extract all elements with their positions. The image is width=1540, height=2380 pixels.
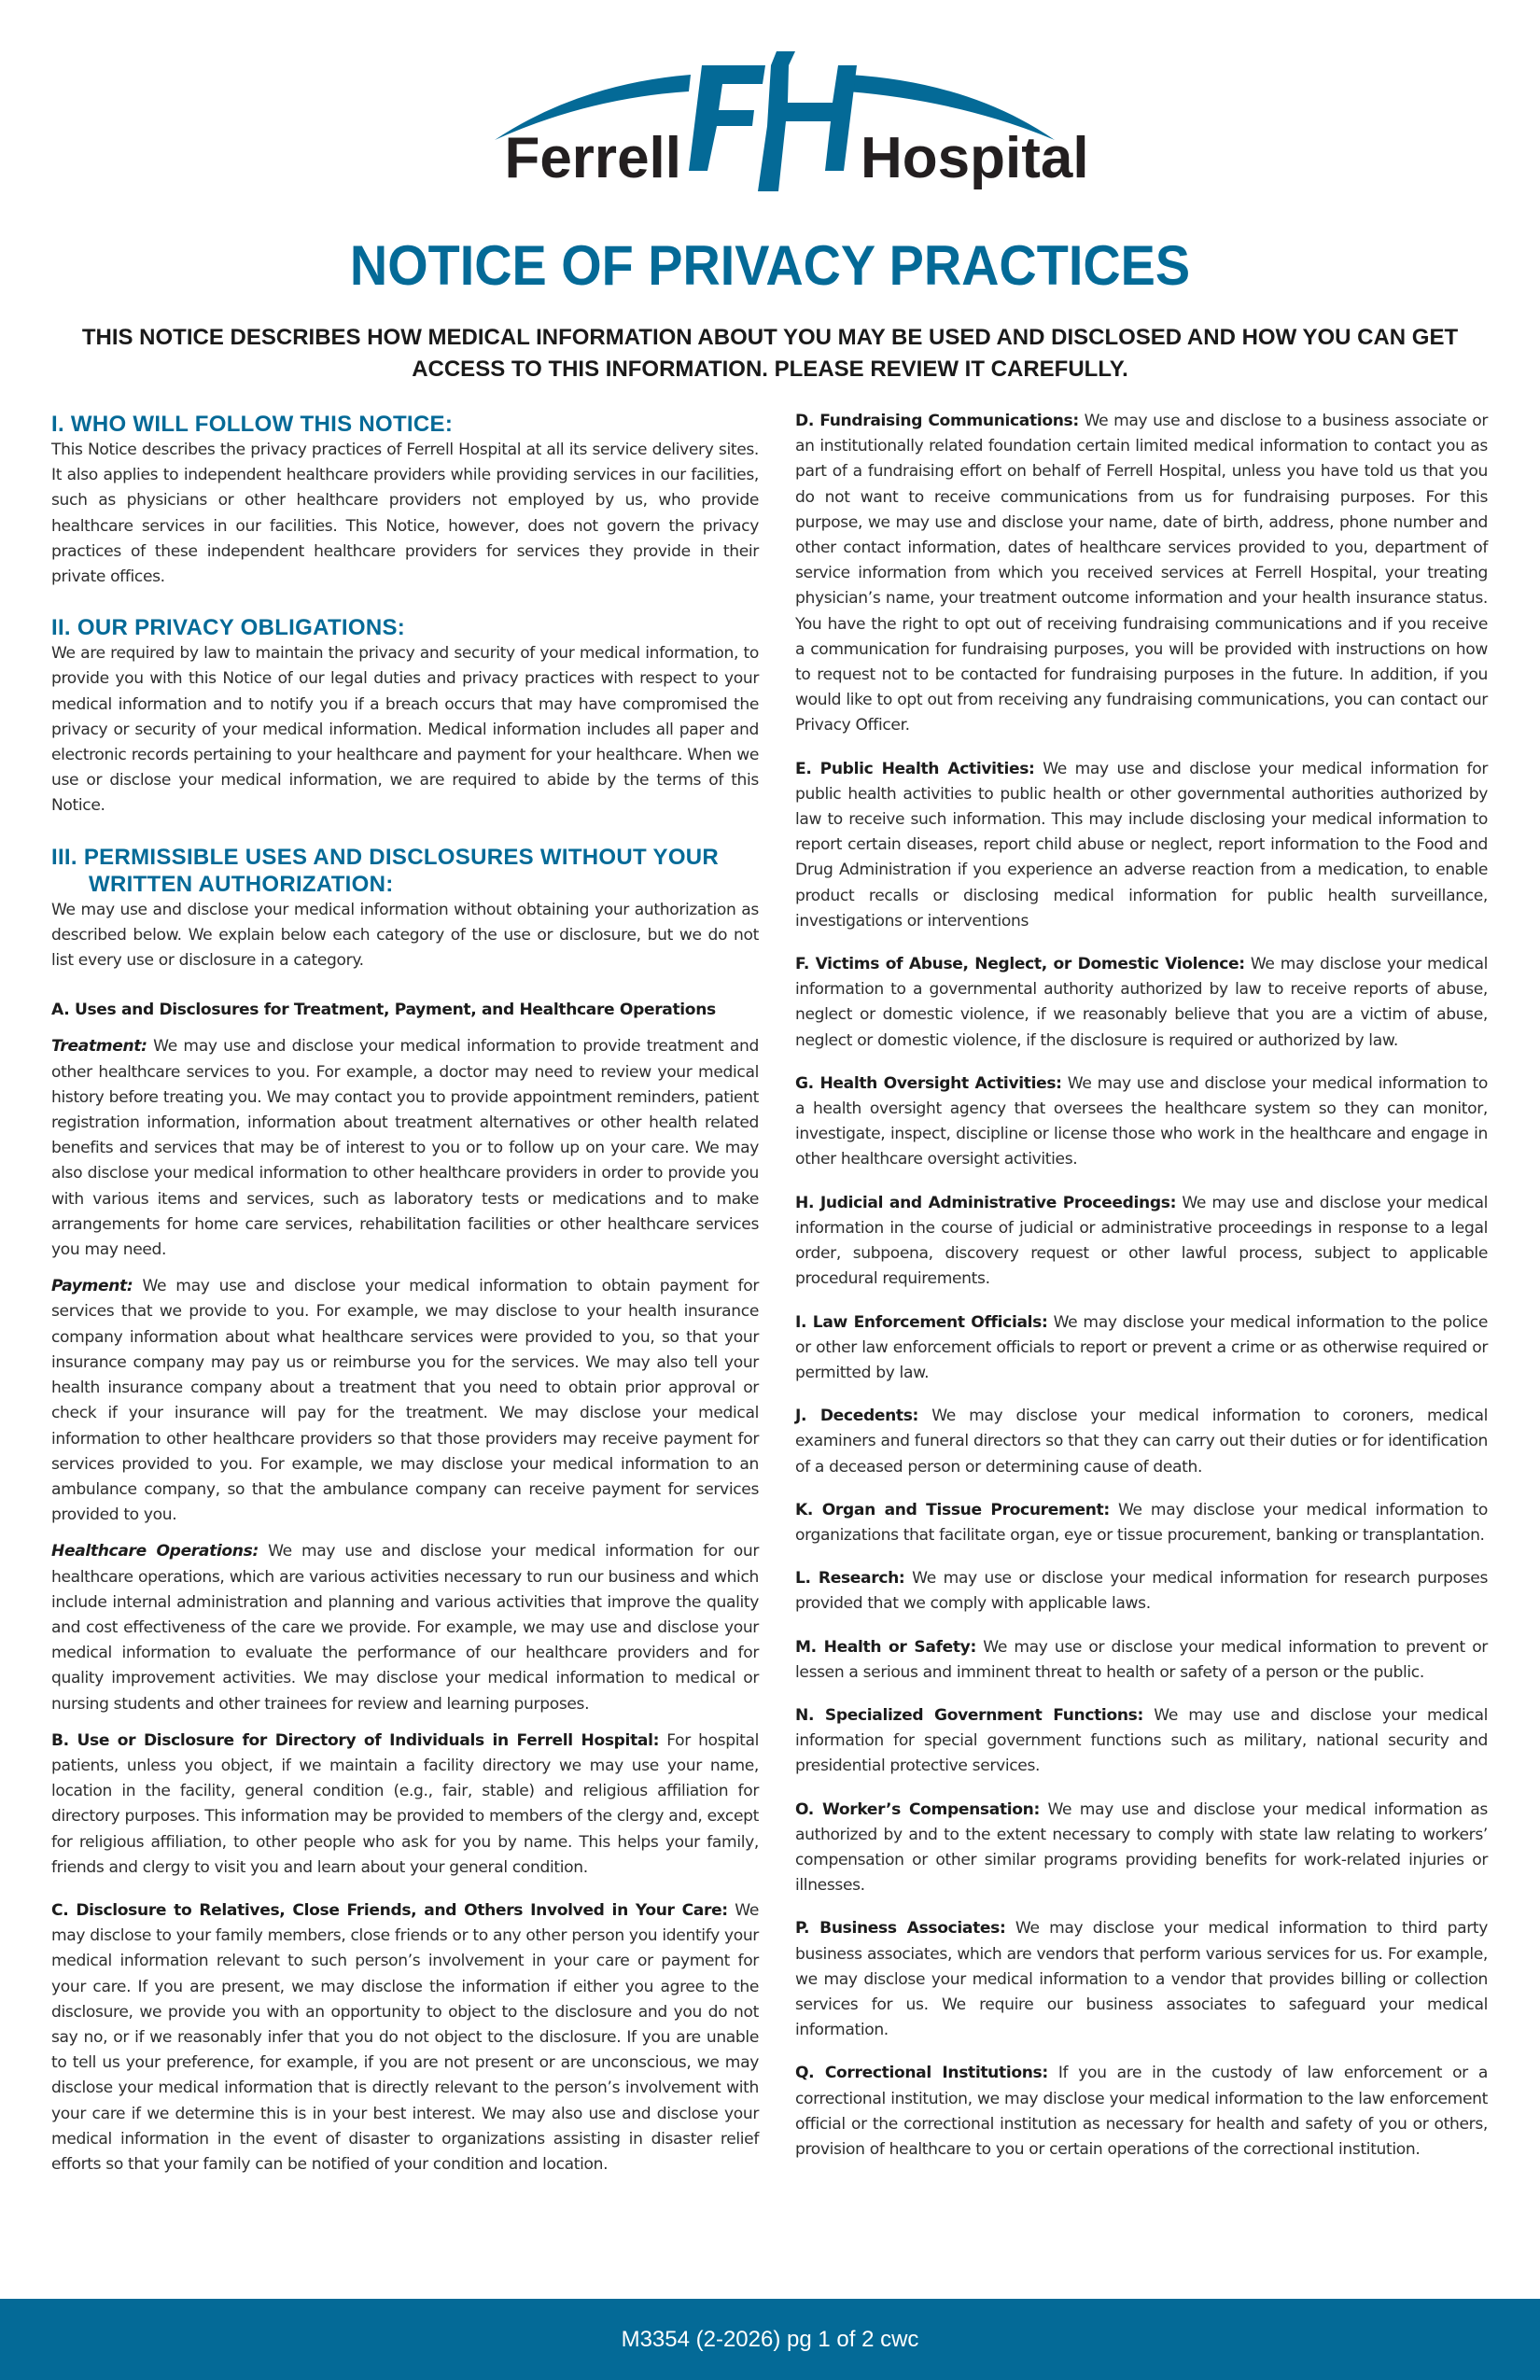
item-body: We may use and disclose to a business associate or an institutionally related foundation certain limited medical information to contact you as part of a fundraising effort on behalf of Ferrell Hospital, unless you have told us that you do not want to receive communications from us for fundraising purposes. For this purpose, we may use and disclose your name, date of birth, address, phone number and other contact information, dates of healthcare services provided to you, department of service information from which you received services at Ferrell Hospital, your treating physician’s name, your treatment outcome information and your health insurance status. You have the right to opt out of receiving fundraising communications and if you receive a communication for fundraising purposes, you will be provided with instructions on how to request not to be contacted for fundraising purposes in the future. In addition, if you would like to opt out from receiving any fundraising communications, you can contact our Privacy Officer. xyxy=(795,412,1488,735)
right-column xyxy=(795,409,1488,2163)
footer-bar xyxy=(0,2299,1540,2380)
section-body: This Notice describes the privacy practices of Ferrell Hospital at all its service delivery sites. It also applies to independent healthcare providers while providing services in our facilities, such as physicians or other healthcare providers not employed by us, who provide healthcare services in our facilities. This Notice, however, does not govern the privacy practices of these independent healthcare providers for services they provide in their private offices. xyxy=(51,441,759,587)
item-body: We may use or disclose your medical information for research purposes provided that we comply with applicable laws. xyxy=(795,1569,1489,1614)
notice-subtitle: THIS NOTICE DESCRIBES HOW MEDICAL INFORMATION ABOUT YOU MAY BE USED AND DISCLOSED AND HOW YOU CAN GET ACCESS TO THIS INFORMATION. PLEASE REVIEW IT CAREFULLY. xyxy=(81,325,1459,382)
item-label: Q. Correctional Institutions: xyxy=(795,2064,1048,2083)
section-permissible-uses xyxy=(51,844,759,974)
item-label: K. Organ and Tissue Procurement: xyxy=(795,1500,1110,1519)
item-f-victims-of-abuse xyxy=(795,952,1488,1054)
subsection-a-treatment-payment-operations xyxy=(51,998,759,1716)
logo-graphic xyxy=(411,47,1129,205)
item-label: H. Judicial and Administrative Proceedings: xyxy=(795,1193,1177,1212)
item-label: F. Victims of Abuse, Neglect, or Domestic Violence: xyxy=(795,955,1245,974)
item-label: J. Decedents: xyxy=(795,1407,919,1426)
subsection-c-body: We may disclose to your family members, close friends or to any other person you identify your medical information relevant to such person’s involvement in your care or payment for your care. If you are present, we may disclose the information if either you agree to the disclosure, we provide you with an opportunity to object to the disclosure and you do not say no, or if we reasonably infer that you do not object to the disclosure. If you are unable to tell us your preference, for example, if you are not present or are unconscious, we may disclose your medical information that is directly relevant to the person’s involvement with your care if we determine this is in your best interest. We may also use and disclose your medical information in the event of disaster to organizations assisting in disaster relief efforts so that your family can be notified of your condition and location. xyxy=(51,1900,759,2174)
item-label: E. Public Health Activities: xyxy=(795,759,1035,778)
section-heading: I. WHO WILL FOLLOW THIS NOTICE: xyxy=(51,412,454,437)
item-body: We may use and disclose your medical information in the course of judicial or administrative proceedings in response to a legal order, subpoena, discovery request or other lawful process, subject to applicable procedural requirements. xyxy=(795,1193,1488,1289)
subsection-c-label: C. Disclosure to Relatives, Close Friends, and Others Involved in Your Care: xyxy=(51,1900,728,1920)
item-body: If you are in the custody of law enforcement or a correctional institution, we may disclose your medical information to the law enforcement official or the correctional institution as necessary for health and safety of you or others, provision of healthcare to you or certain operations of the correctional institution. xyxy=(795,2064,1488,2159)
item-m-health-safety xyxy=(795,1635,1488,1686)
treatment-body: We may use and disclose your medical information to provide treatment and other healthcare services to you. For example, a doctor may need to review your medical history before treating you. We may contact you to provide appointment reminders, patient registration information, information about treatment alternatives or other health related benefits and services that may be of interest to you or to follow up on your care. We may also disclose your medical information to other healthcare providers in order to provide you with various items and services, such as laboratory tests or medications and to make arrangements for home care services, rehabilitation facilities or other healthcare services you may need. xyxy=(51,1037,759,1260)
item-label: D. Fundraising Communications: xyxy=(795,412,1079,430)
item-label: G. Health Oversight Activities: xyxy=(795,1073,1062,1093)
section-heading xyxy=(51,844,759,898)
treatment-paragraph xyxy=(51,1034,759,1263)
operations-paragraph xyxy=(51,1539,759,1716)
item-body: We may disclose your medical information to the police or other law enforcement officials to report or prevent a crime or as otherwise required or permitted by law. xyxy=(795,1312,1489,1382)
fh-monogram-icon xyxy=(689,51,857,191)
section-heading: II. OUR PRIVACY OBLIGATIONS: xyxy=(51,615,406,641)
section-who-will-follow xyxy=(51,411,759,590)
item-n-government-functions xyxy=(795,1703,1488,1780)
item-body: We may disclose your medical information to organizations that facilitate organ, eye or tissue procurement, banking or transplantation. xyxy=(795,1500,1488,1545)
item-label: L. Research: xyxy=(795,1569,905,1589)
item-body: We may disclose your medical information to coroners, medical examiners and funeral directors so that they can carry out their duties or for identification of a deceased person or determining cause of death. xyxy=(795,1407,1488,1477)
item-q-correctional xyxy=(795,2061,1488,2163)
item-body: We may use and disclose your medical information for public health activities to public health or other governmental authorities authorized by law to receive such information. This may include disclosing your medical information to report certain diseases, report child abuse or neglect, report information to the Food and Drug Administration if you experience an adverse reaction from a medication, to enable product recalls or disclosing medical information for public health surveillance, investigations or interventions xyxy=(795,759,1488,931)
item-label: N. Specialized Government Functions: xyxy=(795,1705,1143,1725)
item-h-judicial xyxy=(795,1191,1488,1293)
payment-label: Payment: xyxy=(51,1277,133,1296)
subsection-c-relatives xyxy=(51,1898,759,2177)
item-label: I. Law Enforcement Officials: xyxy=(795,1312,1048,1332)
treatment-label: Treatment: xyxy=(51,1037,147,1057)
subsection-b-directory xyxy=(51,1729,759,1881)
item-p-business-associates xyxy=(795,1916,1488,2043)
item-l-research xyxy=(795,1566,1488,1617)
item-body: We may use and disclose your medical information for special government functions such as military, national security and presidential protective services. xyxy=(795,1705,1488,1776)
item-body: We may use or disclose your medical information to prevent or lessen a serious and imminent threat to health or safety of a person or the public. xyxy=(795,1637,1488,1682)
item-body: We may use and disclose your medical information to a health oversight agency that oversees the healthcare system so they can monitor, investigate, inspect, discipline or license those who work in the healthcare and engage in other healthcare oversight activities. xyxy=(795,1073,1488,1169)
item-e-public-health xyxy=(795,757,1488,934)
item-label: M. Health or Safety: xyxy=(795,1637,976,1657)
section-privacy-obligations xyxy=(51,614,759,819)
form-number: M3354 (2-2026) pg 1 of 2 cwc xyxy=(621,2327,919,2352)
subsection-heading: A. Uses and Disclosures for Treatment, Payment, and Healthcare Operations xyxy=(51,1001,716,1020)
section-body: We are required by law to maintain the privacy and security of your medical information, to provide you with this Notice of our legal duties and privacy practices with respect to your medical information and to notify you if a breach occurs that may have compromised the privacy or security of your medical information. Medical information includes all paper and electronic records pertaining to your healthcare and payment for your healthcare. When we use or disclose your medical information, we are required to abide by the terms of this Notice. xyxy=(51,644,759,816)
subsection-b-label: B. Use or Disclosure for Directory of Individuals in Ferrell Hospital: xyxy=(51,1730,660,1750)
item-j-decedents xyxy=(795,1404,1488,1480)
operations-label: Healthcare Operations: xyxy=(51,1542,259,1561)
item-label: O. Worker’s Compensation: xyxy=(795,1799,1040,1819)
left-column xyxy=(51,411,759,2177)
item-label: P. Business Associates: xyxy=(795,1919,1006,1939)
item-g-health-oversight xyxy=(795,1071,1488,1173)
item-o-workers-compensation xyxy=(795,1798,1488,1899)
logo-text-hospital: Hospital xyxy=(861,126,1089,190)
page-title: NOTICE OF PRIVACY PRACTICES xyxy=(349,234,1191,297)
item-d-fundraising xyxy=(795,409,1488,739)
payment-paragraph xyxy=(51,1274,759,1528)
payment-body: We may use and disclose your medical information to obtain payment for services that we provide to you. For example, we may disclose to your health insurance company information about what healthcare services were provided to you, so that your insurance company may pay us or reimburse you for the services. We may also tell your health insurance company about a treatment that you need to obtain prior approval or check if your insurance will pay for the treatment. We may disclose your medical information to other healthcare providers so that those providers may receive payment for services provided to you. For example, we may disclose your medical information to an ambulance company, so that the ambulance company can receive payment for services provided to you. xyxy=(51,1277,759,1525)
subsection-b-body: For hospital patients, unless you object, if we maintain a facility directory we may use your name, location in the facility, general condition (e.g., fair, stable) and religious affiliation for directory purposes. This information may be provided to members of the clergy and, except for religious affiliation, to other people who ask for you by name. This helps your family, friends and clergy to visit you and learn about your general condition. xyxy=(51,1730,759,1877)
item-body: We may disclose your medical information to third party business associates, which are vendors that perform various services for us. For example, we may disclose your medical information to a vendor that provides billing or collection services for us. We require our business associates to safeguard your medical information. xyxy=(795,1919,1488,2040)
operations-body: We may use and disclose your medical information for our healthcare operations, which are various activities necessary to run our business and which include internal administration and planning and various activities that improve the quality and cost effectiveness of the care we provide. For example, we may use and disclose your medical information to evaluate the performance of our healthcare providers and for quality improvement activities. We may disclose your medical information to medical or nursing students and other trainees for review and learning purposes. xyxy=(51,1542,759,1714)
item-body: We may disclose your medical information to a governmental authority authorized by law to receive reports of abuse, neglect or domestic violence, if we reasonably believe that you are a victim of abuse, neglect or domestic violence, if the disclosure is required or authorized by law. xyxy=(795,955,1488,1050)
item-i-law-enforcement xyxy=(795,1310,1488,1387)
section-heading-line1: III. PERMISSIBLE USES AND DISCLOSURES WITHOUT YOUR xyxy=(51,844,720,870)
section-heading-line2: WRITTEN AUTHORIZATION: xyxy=(89,871,394,897)
item-body: We may use and disclose your medical information as authorized by and to the extent necessary to comply with state law relating to workers’ compensation or other similar programs providing benefits for work-related injuries or illnesses. xyxy=(795,1799,1488,1896)
item-k-organ-tissue xyxy=(795,1498,1488,1548)
ferrell-hospital-logo xyxy=(411,47,1129,205)
section-body: We may use and disclose your medical information without obtaining your authorization as described below. We explain below each category of the use or disclosure, but we do not list every use or disclosure in a category. xyxy=(51,900,759,971)
logo-text-ferrell: Ferrell xyxy=(504,126,681,190)
